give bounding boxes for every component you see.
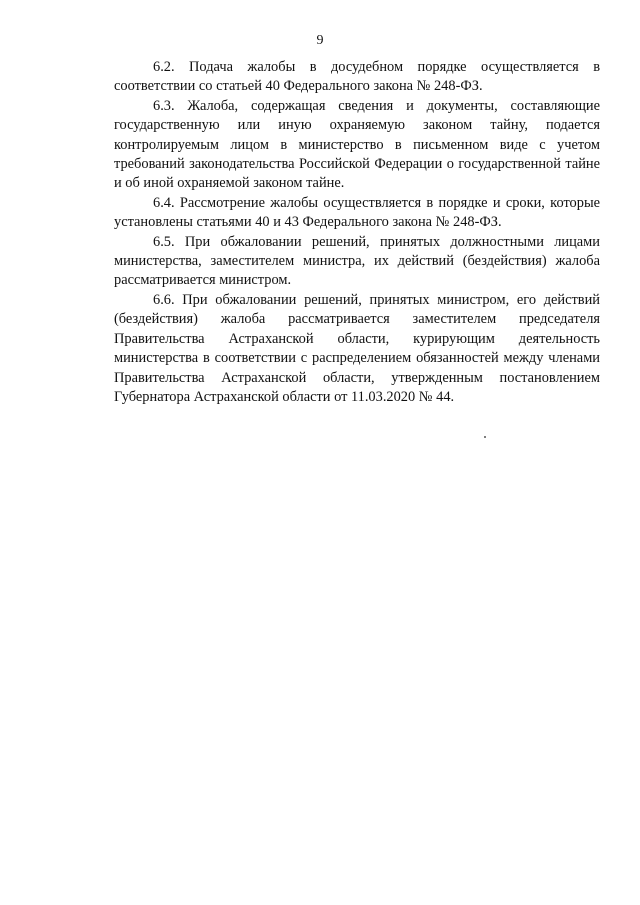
paragraph-6-3: 6.3. Жалоба, содержащая сведения и документы, составляющие государственную или иную охраняемую законом тайну, подается контролируемым лицом в министерство в письменном виде с учетом требований законодательства Российской Федерации о государственной тайне и об иной охраняемой законом тайне. (114, 97, 600, 192)
paragraph-6-4: 6.4. Рассмотрение жалобы осуществляется в порядке и сроки, которые установлены статьями 40 и 43 Федерального закона № 248-ФЗ. (114, 194, 600, 231)
paragraph-6-2: 6.2. Подача жалобы в досудебном порядке осуществляется в соответствии со статьей 40 Федерального закона № 248-ФЗ. (114, 59, 600, 95)
document-body (114, 58, 600, 407)
paragraph-6-6: 6.6. При обжаловании решений, принятых министром, его действий (бездействия) жалоба рассматривается заместителем председателя Правительства Астраханской области, курирующим деятельность министерства в соответствии с распределением обязанностей между членами Правительства Астраханской области, утвержденным постановлением Губернатора Астраханской области от 11.03.2020 № 44. (114, 291, 600, 405)
page-number: 9 (316, 33, 324, 48)
paragraph-6-5: 6.5. При обжаловании решений, принятых должностными лицами министерства, заместителем министра, их действий (бездействия) жалоба рассматривается министром. (114, 233, 600, 289)
scan-speck (484, 436, 486, 438)
